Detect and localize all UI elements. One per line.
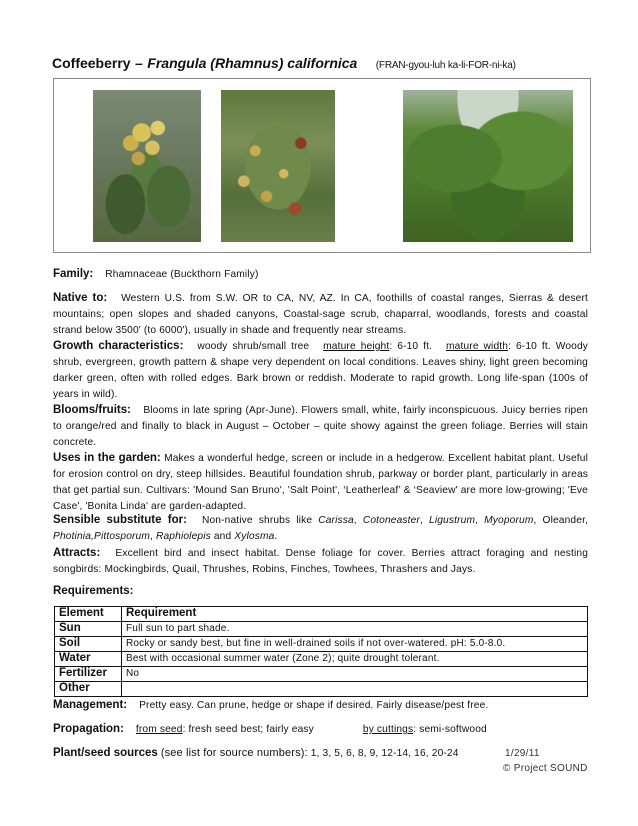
- table-row: [55, 682, 588, 697]
- pronunciation: (FRAN-gyou-luh ka-li-FOR-ni-ka): [375, 60, 516, 71]
- mature-width-label: mature width: [446, 341, 509, 352]
- footer-copyright: © Project SOUND: [503, 763, 588, 774]
- photo-berries: [221, 90, 335, 242]
- growth-label: Growth characteristics:: [53, 340, 184, 352]
- by-cuttings-text: : semi-softwood: [413, 724, 487, 735]
- management-label: Management:: [53, 699, 128, 711]
- blooms-label: Blooms/fruits:: [53, 404, 131, 416]
- col-requirement: Requirement: [122, 607, 588, 622]
- substitute-section: Sensible substitute for: Non-native shrubs like Carissa, Cotoneaster, Ligustrum, Myoporum, Oleander, Photinia,Pittosporum, Raphiolepis and Xylosma.: [53, 514, 589, 542]
- row-value: No: [122, 667, 588, 682]
- sources-numbers: 1, 3, 5, 6, 8, 9, 12-14, 16, 20-24: [310, 748, 459, 759]
- substitute-label: Sensible substitute for:: [53, 514, 187, 526]
- blooms-text: Blooms in late spring (Apr-June). Flowers small, white, fairly inconspicuous. Juicy berries ripen to orange/red and finally to black in August – October – quite showy against the green foliage. Berries will stain concrete.: [53, 405, 589, 448]
- garden-label: Uses in the garden:: [53, 452, 161, 464]
- photo-shrub: [403, 90, 573, 242]
- photo-flowers: [93, 90, 201, 242]
- page-title: [52, 55, 612, 73]
- garden-text: Makes a wonderful hedge, screen or include in a hedgerow. Excellent habitat plant. Useful for erosion control on dry, steep hillsides. Beautiful foundation shrub, parkway or border plant, particularly in areas that get partial sun. Cultivars: 'Mound San Bruno', 'Salt Point', ‘Leatherleaf’ & ‘Seaview' are more low-growing; 'Eve Case', 'Bonita Linda' are garden-adapted.: [53, 453, 588, 512]
- genus-ligustrum: Ligustrum: [429, 515, 476, 526]
- growth-section: [53, 338, 588, 403]
- attracts-label: Attracts:: [53, 547, 101, 559]
- from-seed-label: from seed: [135, 724, 183, 735]
- propagation-label: Propagation:: [53, 723, 124, 735]
- family-text: Rhamnaceae (Buckthorn Family): [105, 269, 259, 280]
- row-element: Sun: [55, 622, 122, 637]
- genus-myoporum: Myoporum: [484, 515, 534, 526]
- genus-xylosma: Xylosma: [234, 531, 275, 542]
- mature-height: : 6-10 ft.: [389, 341, 433, 352]
- title-dash: –: [135, 55, 143, 71]
- growth-text: Woody shrub, evergreen, growth pattern & shape very dependent on local conditions. Leaves shiny, light green becoming darker green, often with rolled edges. Bark brown or reddish. Moderate to rapid growth. Long life-span (100s of years in wild).: [53, 341, 589, 400]
- table-row: [55, 667, 588, 682]
- row-element: Other: [55, 682, 122, 697]
- genus-oleander: Oleander: [542, 515, 586, 526]
- propagation-section: [53, 721, 588, 738]
- mature-width: : 6-10 ft.: [508, 341, 551, 352]
- native-label: Native to:: [53, 292, 108, 304]
- attracts-section: [53, 545, 588, 578]
- row-element: Water: [55, 652, 122, 667]
- requirements-label: Requirements:: [53, 585, 134, 597]
- photo-panel: [53, 78, 591, 253]
- growth-type: woody shrub/small tree: [197, 341, 310, 352]
- requirements-table: [54, 606, 588, 697]
- mature-height-label: mature height: [323, 341, 390, 352]
- scientific-name: Frangula (Rhamnus) californica: [147, 55, 358, 71]
- table-row: [55, 652, 588, 667]
- row-element: Fertilizer: [55, 667, 122, 682]
- family-label: Family:: [53, 268, 94, 280]
- genus-photinia-pittosporum: Photinia,Pittosporum: [53, 531, 151, 542]
- row-value: Full sun to part shade.: [122, 622, 588, 637]
- management-section: [53, 697, 588, 714]
- row-value: [122, 682, 588, 697]
- row-value: Rocky or sandy best, but fine in well-drained soils if not over-watered. pH: 5.0-8.0.: [122, 637, 588, 652]
- substitute-intro: Non-native shrubs like: [201, 515, 313, 526]
- by-cuttings-label: by cuttings: [362, 724, 414, 735]
- requirements-heading: [53, 583, 588, 600]
- sources-label: Plant/seed sources: [53, 747, 158, 759]
- attracts-text: Excellent bird and insect habitat. Dense foliage for cover. Berries attract foraging and nesting songbirds: Mockingbirds, Quail, Thrushes, Robins, Finches, Towhees, Thrashers and Jays.: [53, 548, 589, 575]
- blooms-section: [53, 402, 588, 451]
- substitute-and: and: [213, 531, 232, 542]
- sources-note: (see list for source numbers):: [160, 747, 308, 759]
- row-element: Soil: [55, 637, 122, 652]
- footer-date: 1/29/11: [505, 748, 540, 759]
- genus-cotoneaster: Cotoneaster: [362, 515, 420, 526]
- family-section: [53, 266, 588, 283]
- from-seed-text: : fresh seed best; fairly easy: [182, 724, 314, 735]
- table-row: [55, 637, 588, 652]
- genus-raphiolepis: Raphiolepis: [155, 531, 211, 542]
- table-row: [55, 622, 588, 637]
- table-header-row: [55, 607, 588, 622]
- common-name: Coffeeberry: [52, 55, 131, 71]
- native-section: [53, 290, 588, 339]
- garden-section: [53, 450, 588, 515]
- col-element: Element: [55, 607, 122, 622]
- row-value: Best with occasional summer water (Zone 2); quite drought tolerant.: [122, 652, 588, 667]
- native-text: Western U.S. from S.W. OR to CA, NV, AZ. In CA, foothills of coastal ranges, Sierras & desert mountains; open slopes and shaded canyons, Coastal-sage scrub, chaparral, woodlands, forests and coastal strand below 3500' (to 6000'), usually in shade and frequently near streams.: [53, 293, 588, 336]
- management-text: Pretty easy. Can prune, hedge or shape if desired. Fairly disease/pest free.: [139, 700, 489, 711]
- genus-carissa: Carissa: [318, 515, 354, 526]
